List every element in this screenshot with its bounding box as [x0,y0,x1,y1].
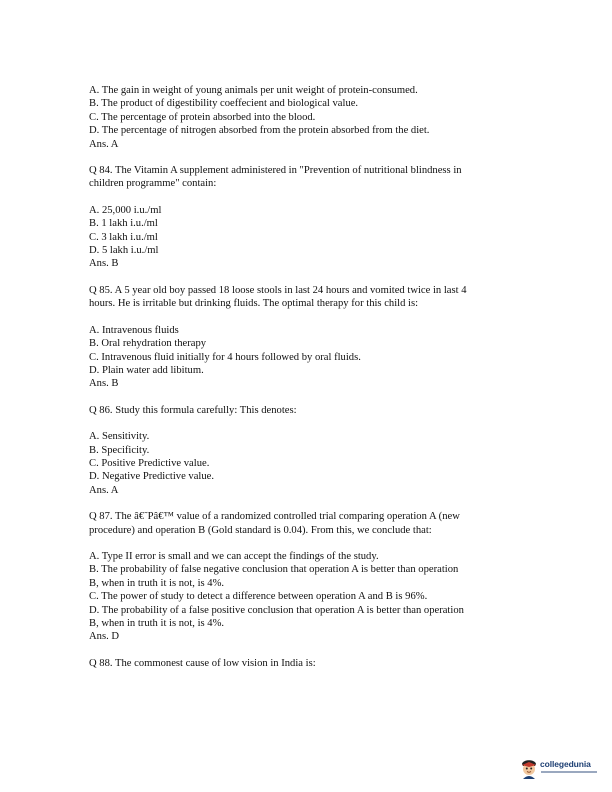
option-d: D. Negative Predictive value. [89,471,215,483]
option-a: A. The gain in weight of young animals per unit weight of protein-consumed. [89,85,418,96]
question-text: Q 88. The commonest cause of low vision in India is: [89,657,316,669]
option-b: B. Specificity. [89,444,150,456]
question-84 [89,164,529,271]
answer: Ans. B [89,258,119,270]
question-text: procedure) and operation B (Gold standard is 0.04). From this, we conclude that: [89,524,432,536]
option-d: D. Plain water add libitum. [89,364,204,376]
logo-wordmark: collegedunia [540,759,591,769]
option-b: B. 1 lakh i.u./ml [89,218,158,230]
mascot-icon [519,758,539,780]
question-86 [89,404,529,497]
question-text: Q 85. A 5 year old boy passed 18 loose stools in last 24 hours and vomited twice in last 4 [89,284,467,296]
option-a: A. Type II error is small and we can accept the findings of the study. [89,550,379,562]
option-b: B. The product of digestibility coeffecient and biological value. [89,98,359,110]
question-text: children programme" contain: [89,178,217,190]
question-88 [89,657,529,670]
answer: Ans. A [89,484,119,496]
option-c: C. The power of study to detect a difference between operation A and B is 96%. [89,591,428,603]
question-text: hours. He is irritable but drinking fluids. The optimal therapy for this child is: [89,298,419,310]
option-c: C. Intravenous fluid initially for 4 hours followed by oral fluids. [89,351,361,363]
option-c: C. Positive Predictive value. [89,457,210,469]
option-d-continued: B, when in truth it is not, is 4%. [89,618,225,629]
question-87 [89,510,529,644]
option-a: A. 25,000 i.u./ml [89,204,162,216]
collegedunia-logo[interactable] [519,756,599,784]
question-text: Q 86. Study this formula carefully: This denotes: [89,404,297,416]
option-b: B. The probability of false negative conclusion that operation A is better than operation [89,564,459,576]
question-text: Q 84. The Vitamin A supplement administered in "Prevention of nutritional blindness in [89,165,462,177]
option-a: A. Intravenous fluids [89,324,179,336]
option-b-continued: B, when in truth it is not, is 4%. [89,577,225,589]
option-c: C. 3 lakh i.u./ml [89,231,158,243]
document-body [89,84,529,683]
option-d: D. The percentage of nitrogen absorbed from the protein absorbed from the diet. [89,125,430,137]
option-a: A. Sensitivity. [89,431,150,443]
question-83-options [89,84,529,151]
logo-tagline-bar [541,771,597,773]
answer: Ans. B [89,378,119,390]
option-d: D. 5 lakh i.u./ml [89,245,159,257]
option-d: D. The probability of a false positive conclusion that operation A is better than operation [89,604,464,616]
answer: Ans. A [89,138,119,150]
question-text: Q 87. The â€˜Pâ€™ value of a randomized controlled trial comparing operation A (new [89,511,460,523]
question-85 [89,284,529,391]
option-b: B. Oral rehydration therapy [89,338,207,350]
option-c: C. The percentage of protein absorbed into the blood. [89,111,316,123]
answer: Ans. D [89,631,120,643]
